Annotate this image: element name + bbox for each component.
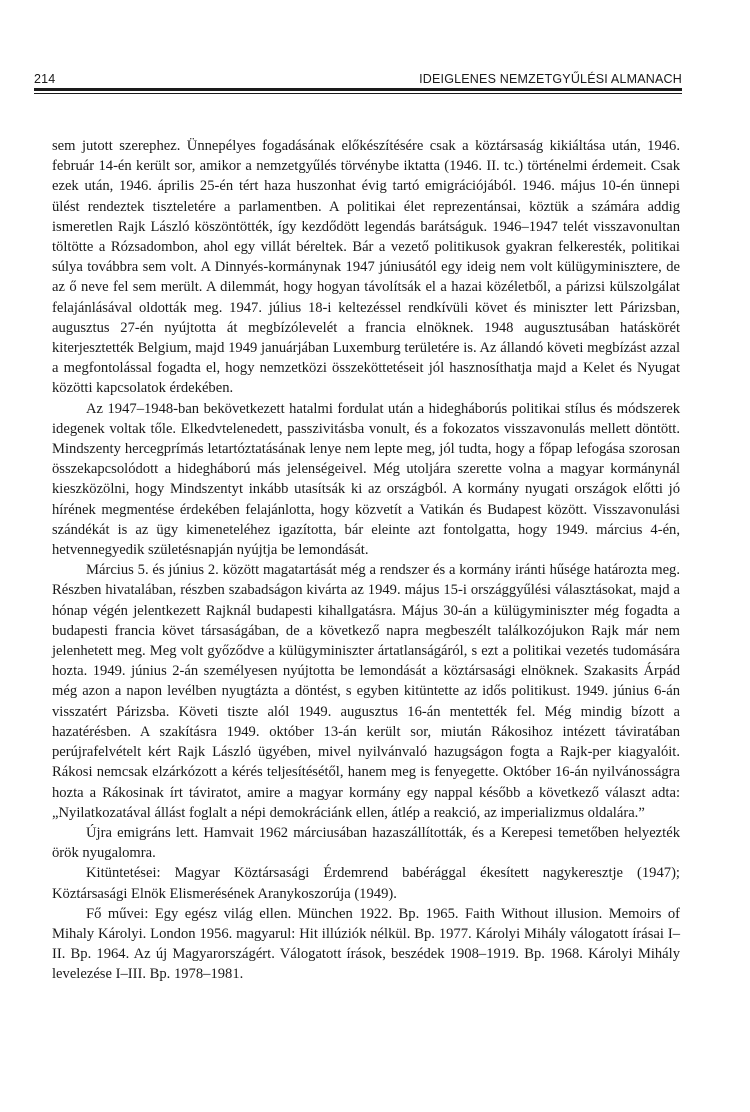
running-title: IDEIGLENES NEMZETGYŰLÉSI ALMANACH xyxy=(419,72,682,86)
paragraph: Kitüntetései: Magyar Köztársasági Érdemrend babérággal ékesített nagykeresztje (1947); Köztársasági Elnök Elismerésének Aranykoszorúja (1949). xyxy=(52,865,680,902)
paragraph: Az 1947–1948-ban bekövetkezett hatalmi fordulat után a hidegháborús politikai stílus és módszerek idegenek voltak tőle. Elkedvtelenedett, passzivitásba vonult, és a fokozatos visszavonulás mellett döntött. Mindszenty hercegprímás letartóztatásának lenye nem lepte meg, jól tudta, hogy a főpap lefogása szorosan összekapcsolódott a hidegháború más jelenségeivel. Még utoljára szerette volna a magyar kormánynál kieszközölni, hogy Mindszentyt inkább utasítsák ki az országból. A kormány nyugati országok előtti jó hírének megmentése érdekében felajánlotta, hogy közvetít a Vatikán és Budapest között. Visszavonulási szándékát is az ügy kimeneteléhez igazította, bár eleinte azt fontolgatta, hogy 1949. március 4-én, hetvennegyedik születésnapján nyújtja be lemondását. xyxy=(52,400,680,559)
paragraph: sem jutott szerephez. Ünnepélyes fogadásának előkészítésére csak a köztársaság kikiáltása után, 1946. február 14-én került sor, amikor a nemzetgyűlés törvénybe iktatta (1946. II. tc.) történelmi érdemeit. Csak ezek után, 1946. április 25-én tért haza huszonhat évig tartó emigrációjából. 1946. május 10-én ünnepi ülést rendeztek tiszteletére a parlamentben. A politikai élet reprezentánsai, köztük a számára addig ismeretlen Rajk László köszöntötték, így kezdődött legendás barátságuk. 1946–1947 telét visszavonultan töltötte a Rózsadombon, ahol egy villát béreltek. Bár a vezető politikusok gyakran felkeresték, politikai súlya továbbra sem volt. A Dinnyés-kormánynak 1947 júniusától egy ideig nem volt külügyminisztere, de az ő neve fel sem merült. A dilemmát, hogy hogyan távolítsák el a hazai közéletből, a párizsi külszolgálat felajánlásával oldották meg. 1947. július 18-i keltezéssel rendkívüli követ és miniszter lett Párizsban, augusztus 27-én nyújtotta át megbízólevelét a francia elnöknek. 1948 augusztusában hatáskörét kiterjesztették Belgium, majd 1949 januárjában Luxemburg területére is. Az állandó követi megbízást azzal a megfontolással fogadta el, hogy nemzetközi összeköttetéseit jól hasznosíthatja majd a Kelet és Nyugat közötti kapcsolatok érdekében. xyxy=(52,138,680,397)
paragraph: Újra emigráns lett. Hamvait 1962 márciusában hazaszállították, és a Kerepesi temetőben helyezték örök nyugalomra. xyxy=(52,824,680,862)
page-number: 214 xyxy=(34,72,56,86)
header-rule-thin xyxy=(34,93,682,94)
body-text xyxy=(52,136,680,985)
header-rule-thick xyxy=(34,88,682,91)
paragraph: Fő művei: Egy egész világ ellen. München 1922. Bp. 1965. Faith Without illusion. Memoirs of Mihaly Károlyi. London 1956. magyarul: Hit illúziók nélkül. Bp. 1977. Károlyi Mihály válogatott írásai I–II. Bp. 1964. Az új Magyarországért. Válogatott írások, beszédek 1908–1919. Bp. 1968. Károlyi Mihály levelezése I–III. Bp. 1978–1981. xyxy=(52,905,680,983)
paragraph: Március 5. és június 2. között magatartását még a rendszer és a kormány iránti hűsége határozta meg. Részben hivatalában, részben szabadságon kivárta az 1949. május 15-i országgyűlési választásokat, majd a hónap végén jelentkezett Rajknál budapesti kihallgatásra. Május 30-án a külügyminiszter még fogadta a budapesti francia követ társaságában, de a következő napra megbeszélt találkozójukon Rajk már nem jelenhetett meg. Meg volt győződve a külügyminiszter ártatlanságáról, s ezt a politikai vezetés tudomására hozta. 1949. június 2-án személyesen nyújtotta be lemondását a köztársasági elnöknek. Szakasits Árpád még azon a napon levélben nyugtázta a döntést, s egyben kitüntette az idős politikust. 1949. június 6-án visszatért Párizsba. Követi tiszte alól 1949. augusztus 16-án mentették fel. Még mindig bízott a hazatérésben. A szakításra 1949. október 13-án került sor, miután Rákosihoz intézett táviratában perújrafelvételt kért Rajk László ügyében, mivel nyilvánvaló hazugságon fogta a Rajk-per kiagyalóit. Rákosi nemcsak elzárkózott a kérés teljesítésétől, hanem meg is fenyegette. Október 16-án nyilvánosságra hozta a Rákosinak írt táviratot, amire a magyar kormány egy nappal később a következő választ adta: „Nyilatkozatával állást foglalt a népi demokráciánk ellen, átlép a reakció, az imperializmus oldalára.” xyxy=(52,562,680,821)
